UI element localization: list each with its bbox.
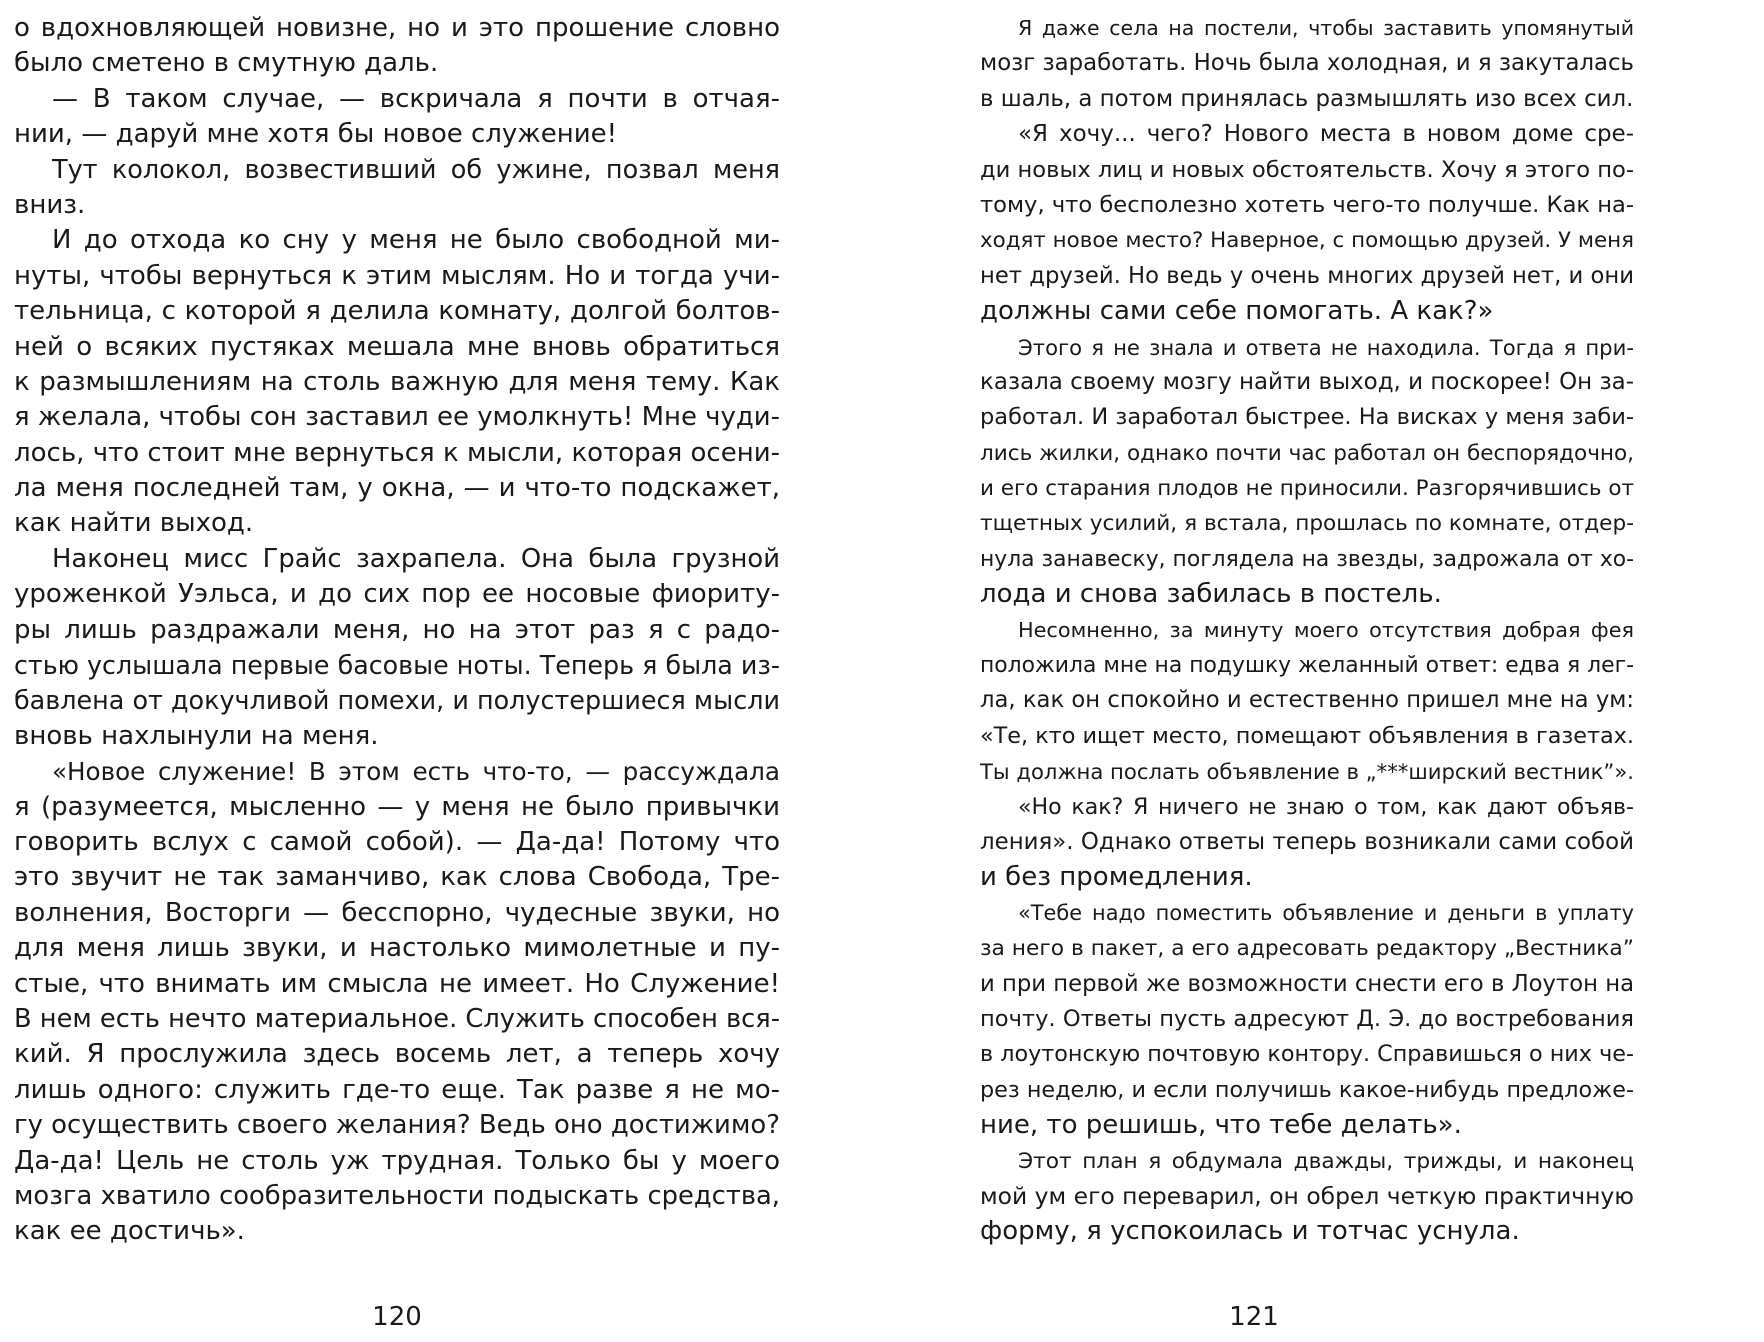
text-line: и его старания плодов не приносили. Разгорячившись от: [980, 476, 1634, 502]
right-page: [882, 0, 1764, 1342]
text-line: вновь нахлынули на меня.: [14, 720, 379, 751]
text-line: «Тебе надо поместить объявление и деньги в уплату: [1018, 900, 1634, 925]
text-line: ней о всяких пустяках мешала мне вновь обратиться: [14, 331, 780, 362]
text-line: Я даже села на постели, чтобы заставить упомянутый: [1018, 16, 1634, 40]
page-number-left: 120: [372, 1302, 422, 1332]
text-line: кий. Я прослужила здесь восемь лет, а теперь хочу: [14, 1039, 780, 1070]
text-line: я желала, чтобы сон заставил ее умолкнуть! Мне чуди-: [14, 402, 780, 433]
text-line: лода и снова забилась в постель.: [980, 579, 1442, 610]
text-line: ры лишь раздражали меня, но на этот раз я с радо-: [14, 614, 780, 645]
text-line: положила мне на подушку желанный ответ: едва я лег-: [980, 653, 1634, 679]
text-line: волнения, Восторги — бесспорно, чудесные звуки, но: [14, 897, 780, 928]
text-line: к размышлениям на столь важную для меня тему. Как: [14, 366, 780, 397]
text-line: ходят новое место? Наверное, с помощью друзей. У меня: [980, 228, 1634, 254]
text-line: «Новое служение! В этом есть что-то, — рассуждала: [52, 757, 780, 787]
text-line: Несомненно, за минуту моего отсутствия добрая фея: [1018, 617, 1634, 642]
text-line: нии, — даруй мне хотя бы новое служение!: [14, 119, 618, 150]
text-line: мой ум его переварил, он обрел четкую практичную: [980, 1181, 1634, 1210]
text-line: тельница, с которой я делила комнату, долгой болтов-: [14, 296, 780, 327]
text-line: работал. И заработал быстрее. На висках у меня заби-: [980, 404, 1634, 431]
right-page-text: [980, 11, 1634, 1250]
text-line: нуты, чтобы вернуться к этим мыслям. Но и тогда учи-: [14, 260, 780, 291]
text-line: вниз.: [14, 189, 86, 220]
text-line: Да-да! Цель не столь уж трудная. Только бы у моего: [14, 1145, 780, 1176]
text-line: стые, что внимать им смысла не имеет. Но Служение!: [14, 968, 780, 999]
text-line: мозга хватило сообразительности подыскать средства,: [14, 1180, 780, 1211]
text-line: мозг заработать. Ночь была холодная, и я закуталась: [980, 50, 1634, 77]
text-line: почту. Ответы пусть адресуют Д. Э. до востребования: [980, 1005, 1634, 1032]
text-line: казала своему мозгу найти выход, и поскорее! Он за-: [980, 368, 1634, 395]
text-line: ди новых лиц и новых обстоятельств. Хочу я этого по-: [980, 156, 1634, 183]
text-line: о вдохновляющей новизне, но и это прошение словно: [14, 13, 780, 43]
text-line: уроженкой Уэльса, и до сих пор ее носовые фиориту-: [14, 579, 780, 610]
text-line: за него в пакет, а его адресовать редактору „Вестника”: [980, 936, 1634, 962]
text-line: гу осуществить своего желания? Ведь оно достижимо?: [14, 1110, 780, 1141]
text-line: ние, то решишь, что тебе делать».: [980, 1110, 1462, 1141]
text-line: тому, что бесполезно хотеть чего-то получше. Как на-: [980, 191, 1634, 218]
text-line: и при первой же возможности снести его в Лоутон на: [980, 970, 1634, 997]
text-line: И до отхода ко сну у меня не было свободной ми-: [52, 225, 780, 256]
text-line: «Я хочу... чего? Нового места в новом доме сре-: [1018, 121, 1634, 148]
text-line: «Но как? Я ничего не знаю о том, как дают объяв-: [1018, 793, 1634, 820]
text-line: я (разумеется, мысленно — у меня не было привычки: [14, 791, 780, 822]
text-line: нет друзей. Но ведь у очень многих друзей нет, и они: [980, 262, 1634, 289]
text-line: как найти выход.: [14, 508, 254, 539]
text-line: лись жилки, однако почти час работал он беспорядочно,: [980, 440, 1634, 466]
text-line: — В таком случае, — вскричала я почти в отчая-: [52, 83, 780, 114]
text-line: В нем есть нечто материальное. Служить способен вся-: [14, 1003, 780, 1034]
text-line: это звучит не так заманчиво, как слова Свобода, Тре-: [14, 862, 780, 893]
page-number-right: 121: [1229, 1302, 1279, 1332]
text-line: для меня лишь звуки, и настолько мимолетные и пу-: [14, 933, 780, 964]
text-line: бавлена от докучливой помехи, и полустершиеся мысли: [14, 685, 780, 716]
text-line: Тут колокол, возвестивший об ужине, позвал меня: [52, 154, 780, 185]
text-line: Ты должна послать объявление в „***ширский вестник”».: [980, 759, 1634, 785]
text-line: ла меня последней там, у окна, — и что-то подскажет,: [14, 473, 780, 504]
text-line: лось, что стоит мне вернуться к мысли, которая осени-: [14, 437, 780, 468]
text-line: форму, я успокоилась и тотчас уснула.: [980, 1216, 1520, 1247]
text-line: было сметено в смутную даль.: [14, 48, 439, 79]
text-line: «Те, кто ищет место, помещают объявления в газетах.: [980, 722, 1634, 749]
text-line: Этот план я обдумала дважды, трижды, и наконец: [1018, 1148, 1634, 1174]
text-line: лишь одного: служить где-то еще. Так разве я не мо-: [14, 1074, 780, 1105]
text-line: говорить вслух с самой собой). — Да-да! Потому что: [14, 826, 780, 857]
text-line: стью услышала первые басовые ноты. Теперь я была из-: [14, 650, 780, 681]
text-line: нула занавеску, поглядела на звезды, задрожала от хо-: [980, 546, 1634, 572]
text-line: как ее достичь».: [14, 1216, 245, 1247]
text-line: рез неделю, и если получишь какое-нибудь предложе-: [980, 1076, 1634, 1103]
text-line: в шаль, а потом принялась размышлять изо всех сил.: [980, 85, 1634, 112]
text-line: тщетных усилий, я встала, прошлась по комнате, отдер-: [980, 511, 1634, 537]
text-line: должны сами себе помогать. А как?»: [980, 296, 1494, 327]
text-line: Этого я не знала и ответа не находила. Тогда я при-: [1018, 334, 1634, 360]
text-line: в лоутонскую почтовую контору. Справишься о них че-: [980, 1041, 1634, 1068]
left-page-text: [14, 11, 780, 1250]
text-line: и без промедления.: [980, 862, 1253, 893]
text-line: ления». Однако ответы теперь возникали сами собой: [980, 828, 1634, 855]
text-line: ла, как он спокойно и естественно пришел мне на ум:: [980, 687, 1634, 714]
text-line: Наконец мисс Грайс захрапела. Она была грузной: [52, 543, 780, 574]
